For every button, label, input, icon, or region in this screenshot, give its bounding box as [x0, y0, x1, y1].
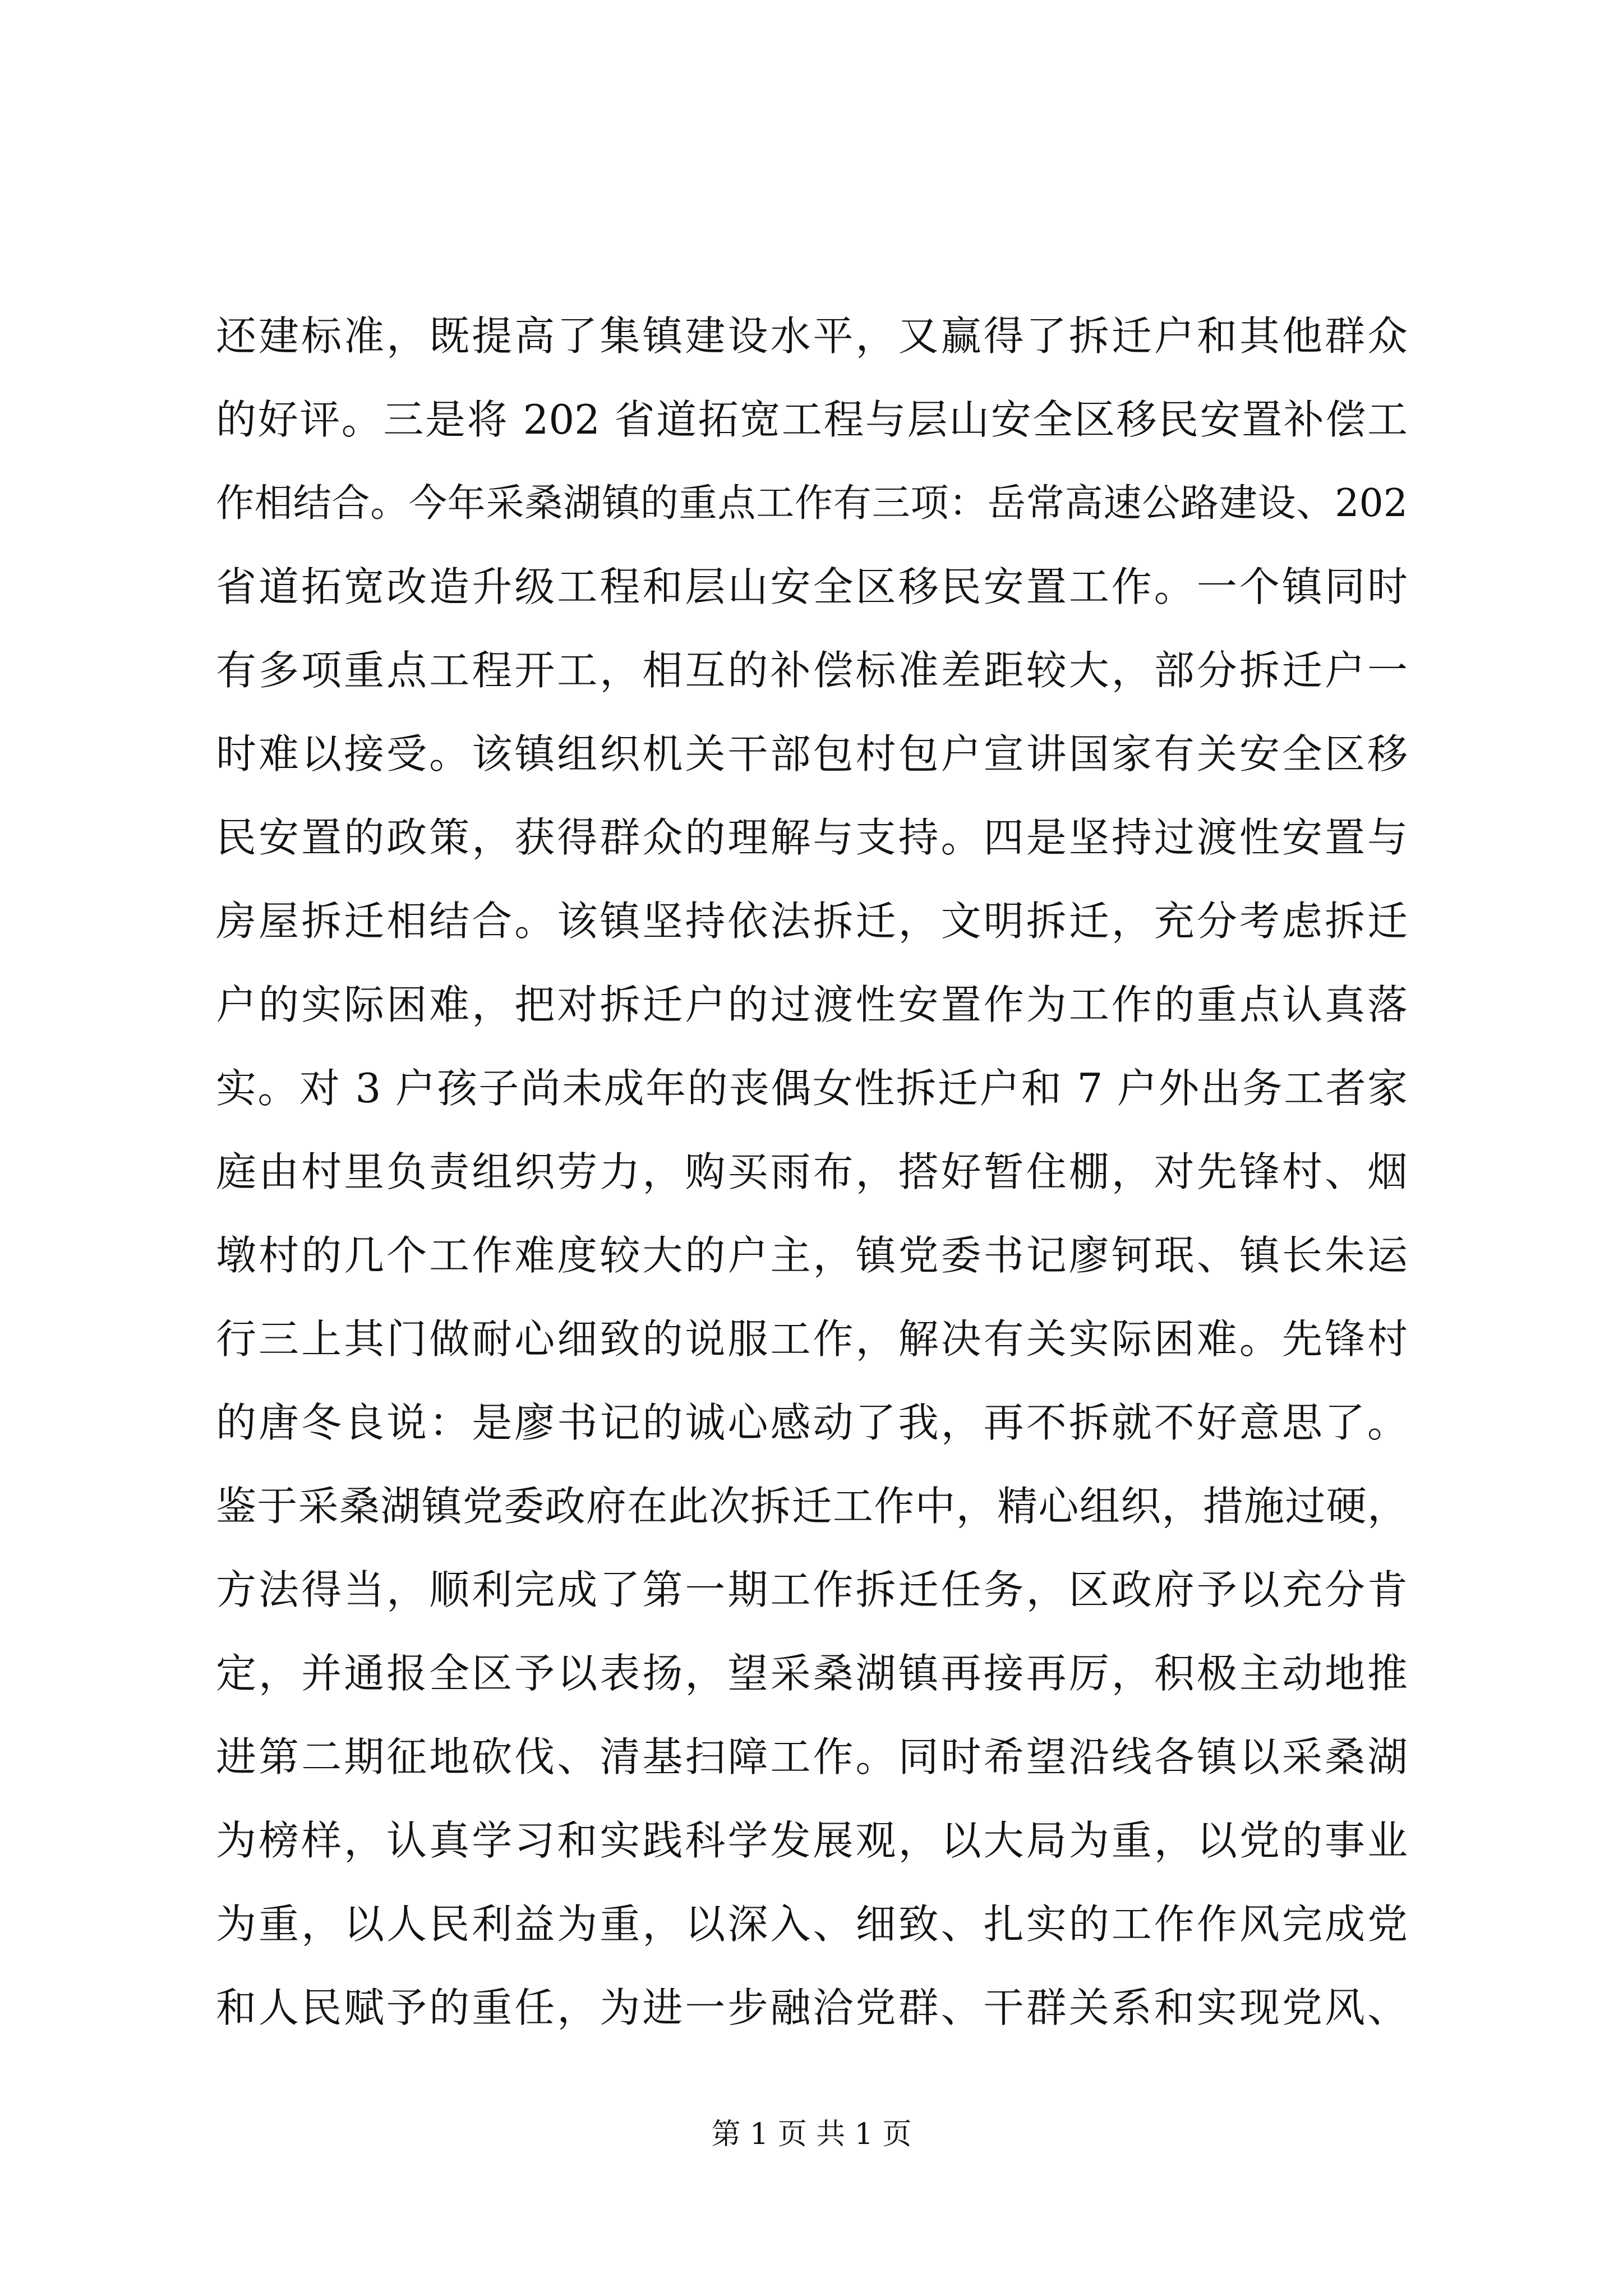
text-line-5: 有多项重点工程开工，相互的补偿标准差距较大，部分拆迁户一: [216, 647, 1408, 694]
text-line-12: 墩村的几个工作难度较大的户主，镇党委书记廖钶珉、镇长朱运: [216, 1232, 1408, 1279]
text-line-6: 时难以接受。该镇组织机关干部包村包户宣讲国家有关安全区移: [216, 730, 1408, 777]
body-text: [216, 295, 1408, 2050]
text-line-21: 和人民赋予的重任，为进一步融洽党群、干群关系和实现党风、: [216, 1984, 1408, 2031]
text-line-11: 庭由村里负责组织劳力，购买雨布，搭好暂住棚，对先锋村、烟: [216, 1148, 1408, 1195]
page-number-label: 第 1 页 共 1 页: [711, 2118, 912, 2151]
text-line-18: 进第二期征地砍伐、清基扫障工作。同时希望沿线各镇以采桑湖: [216, 1733, 1408, 1780]
text-line-10: 实。对 3 户孩子尚未成年的丧偶女性拆迁户和 7 户外出务工者家: [216, 1065, 1408, 1112]
text-line-8: 房屋拆迁相结合。该镇坚持依法拆迁，文明拆迁，充分考虑拆迁: [216, 898, 1408, 945]
page-footer: [0, 2115, 1623, 2154]
text-line-13: 行三上其门做耐心细致的说服工作，解决有关实际困难。先锋村: [216, 1315, 1408, 1363]
text-line-16: 方法得当，顺利完成了第一期工作拆迁任务，区政府予以充分肯: [216, 1566, 1408, 1613]
text-line-7: 民安置的政策，获得群众的理解与支持。四是坚持过渡性安置与: [216, 814, 1408, 861]
text-line-9: 户的实际困难，把对拆迁户的过渡性安置作为工作的重点认真落: [216, 981, 1408, 1028]
text-line-2: 的好评。三是将 202 省道拓宽工程与层山安全区移民安置补偿工: [216, 396, 1408, 443]
text-line-4: 省道拓宽改造升级工程和层山安全区移民安置工作。一个镇同时: [216, 563, 1408, 610]
text-line-19: 为榜样，认真学习和实践科学发展观，以大局为重，以党的事业: [216, 1817, 1408, 1864]
text-line-20: 为重，以人民利益为重，以深入、细致、扎实的工作作风完成党: [216, 1901, 1408, 1948]
text-line-15: 鉴于采桑湖镇党委政府在此次拆迁工作中，精心组织，措施过硬，: [216, 1483, 1408, 1530]
text-line-1: 还建标准，既提高了集镇建设水平，又赢得了拆迁户和其他群众: [216, 312, 1408, 360]
text-line-17: 定，并通报全区予以表扬，望采桑湖镇再接再厉，积极主动地推: [216, 1650, 1408, 1697]
text-line-14: 的唐冬良说：是廖书记的诚心感动了我，再不拆就不好意思了。: [216, 1399, 1408, 1446]
text-line-3: 作相结合。今年采桑湖镇的重点工作有三项：岳常高速公路建设、202: [216, 481, 1408, 526]
